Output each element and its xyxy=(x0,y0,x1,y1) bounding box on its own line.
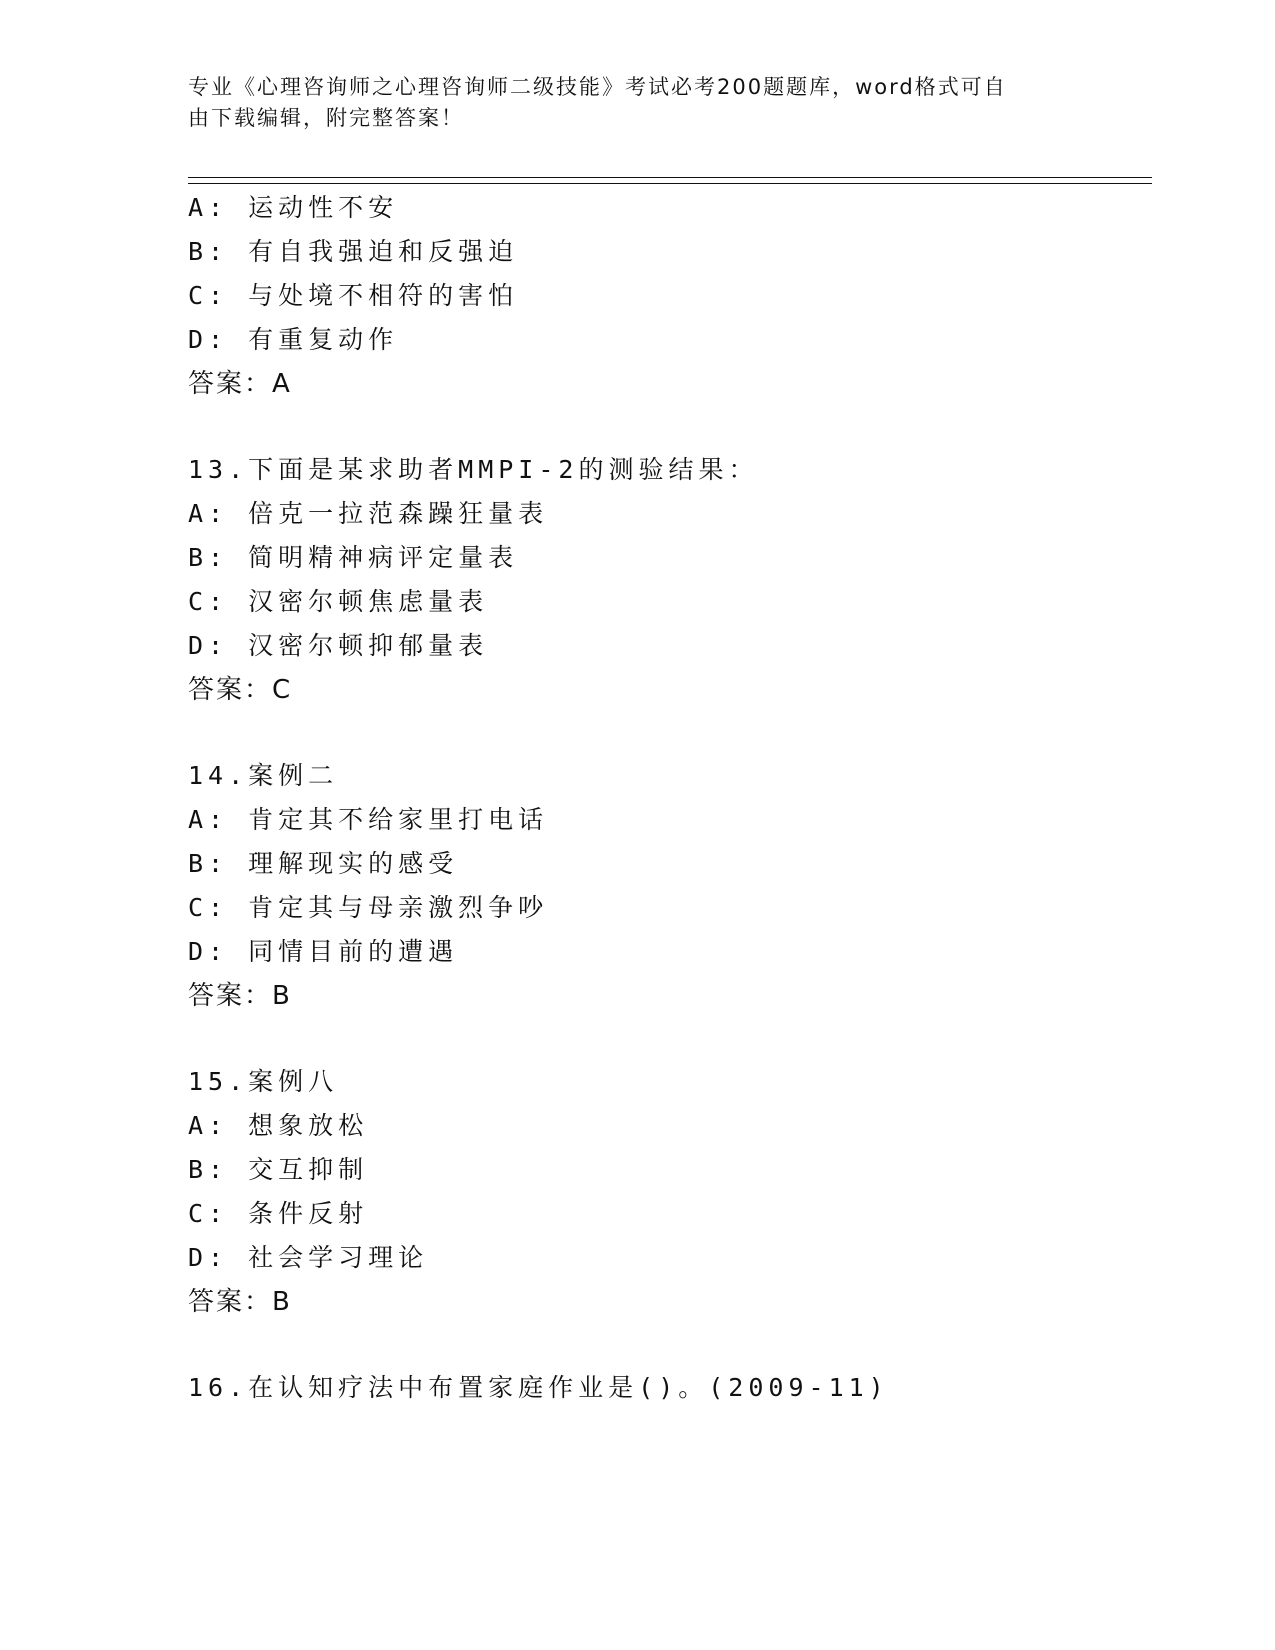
q13-question: 13.下面是某求助者MMPI-2的测验结果： xyxy=(188,455,759,484)
header-divider-bottom xyxy=(188,183,1152,184)
q14-option-d: D: 同情目前的遭遇 xyxy=(188,937,459,966)
q13-option-a: A: 倍克一拉范森躁狂量表 xyxy=(188,499,549,528)
q15-option-d: D: 社会学习理论 xyxy=(188,1243,429,1272)
q14-question: 14.案例二 xyxy=(188,761,339,790)
q12-answer: 答案：A xyxy=(188,369,292,399)
q14-answer: 答案：B xyxy=(188,981,292,1011)
q15-answer: 答案：B xyxy=(188,1287,292,1317)
q12-option-c: C: 与处境不相符的害怕 xyxy=(188,281,519,310)
q15-option-b: B: 交互抑制 xyxy=(188,1155,369,1184)
q13-answer: 答案：C xyxy=(188,675,293,705)
header-line-1: 专业《心理咨询师之心理咨询师二级技能》考试必考200题题库，word格式可自 xyxy=(188,75,1007,99)
q12-option-a: A: 运动性不安 xyxy=(188,193,399,222)
header-line-2: 由下载编辑，附完整答案！ xyxy=(188,106,464,130)
q14-option-a: A: 肯定其不给家里打电话 xyxy=(188,805,549,834)
q13-option-c: C: 汉密尔顿焦虑量表 xyxy=(188,587,489,616)
q15-option-a: A: 想象放松 xyxy=(188,1111,369,1140)
q15-option-c: C: 条件反射 xyxy=(188,1199,369,1228)
q14-option-b: B: 理解现实的感受 xyxy=(188,849,459,878)
q14-option-c: C: 肯定其与母亲激烈争吵 xyxy=(188,893,549,922)
q16-question: 16.在认知疗法中布置家庭作业是()。(2009-11) xyxy=(188,1373,889,1402)
header-divider-top xyxy=(188,177,1152,178)
q13-option-b: B: 简明精神病评定量表 xyxy=(188,543,519,572)
q15-question: 15.案例八 xyxy=(188,1067,339,1096)
q13-option-d: D: 汉密尔顿抑郁量表 xyxy=(188,631,489,660)
document-header xyxy=(188,72,1068,134)
q12-option-d: D: 有重复动作 xyxy=(188,325,399,354)
q12-option-b: B: 有自我强迫和反强迫 xyxy=(188,237,519,266)
